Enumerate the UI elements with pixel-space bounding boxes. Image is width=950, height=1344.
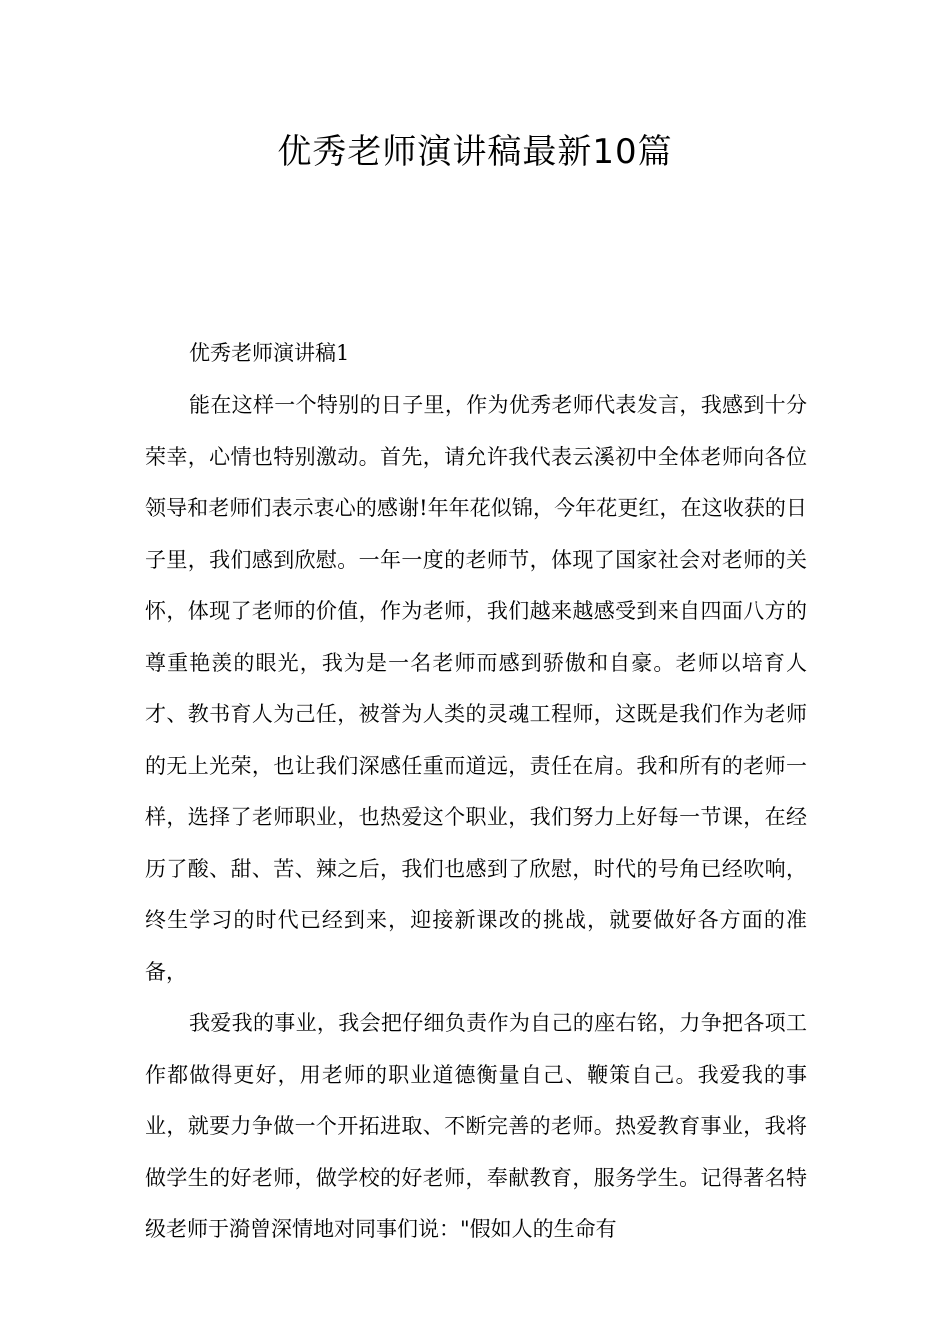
- section-heading: 优秀老师演讲稿1: [189, 341, 350, 365]
- body-paragraph-2: 我爱我的事业，我会把仔细负责作为自己的座右铭，力争把各项工作都做得更好，用老师的职业道德衡量自己、鞭策自己。我爱我的事业，就要力争做一个开拓进取、不断完善的老师。热爱教育事业，我将做学生的好老师，做学校的好老师，奉献教育，服务学生。记得著名特级老师于漪曾深情地对同事们说："假如人的生命有: [145, 1011, 807, 1241]
- document-title: 优秀老师演讲稿最新10篇: [277, 132, 673, 172]
- document-body: [145, 333, 807, 1256]
- body-paragraph-1: 能在这样一个特别的日子里，作为优秀老师代表发言，我感到十分荣幸，心情也特别激动。首先，请允许我代表云溪初中全体老师向各位领导和老师们表示衷心的感谢!年年花似锦，今年花更红，在这收获的日子里，我们感到欣慰。一年一度的老师节，体现了国家社会对老师的关怀，体现了老师的价值，作为老师，我们越来越感受到来自四面八方的尊重艳羡的眼光，我为是一名老师而感到骄傲和自豪。老师以培育人才、教书育人为己任，被誉为人类的灵魂工程师，这既是我们作为老师的无上光荣，也让我们深感任重而道远，责任在肩。我和所有的老师一样，选择了老师职业，也热爱这个职业，我们努力上好每一节课，在经历了酸、甜、苦、辣之后，我们也感到了欣慰，时代的号角已经吹响，终生学习的时代已经到来，迎接新课改的挑战，就要做好各方面的准备，: [145, 393, 807, 984]
